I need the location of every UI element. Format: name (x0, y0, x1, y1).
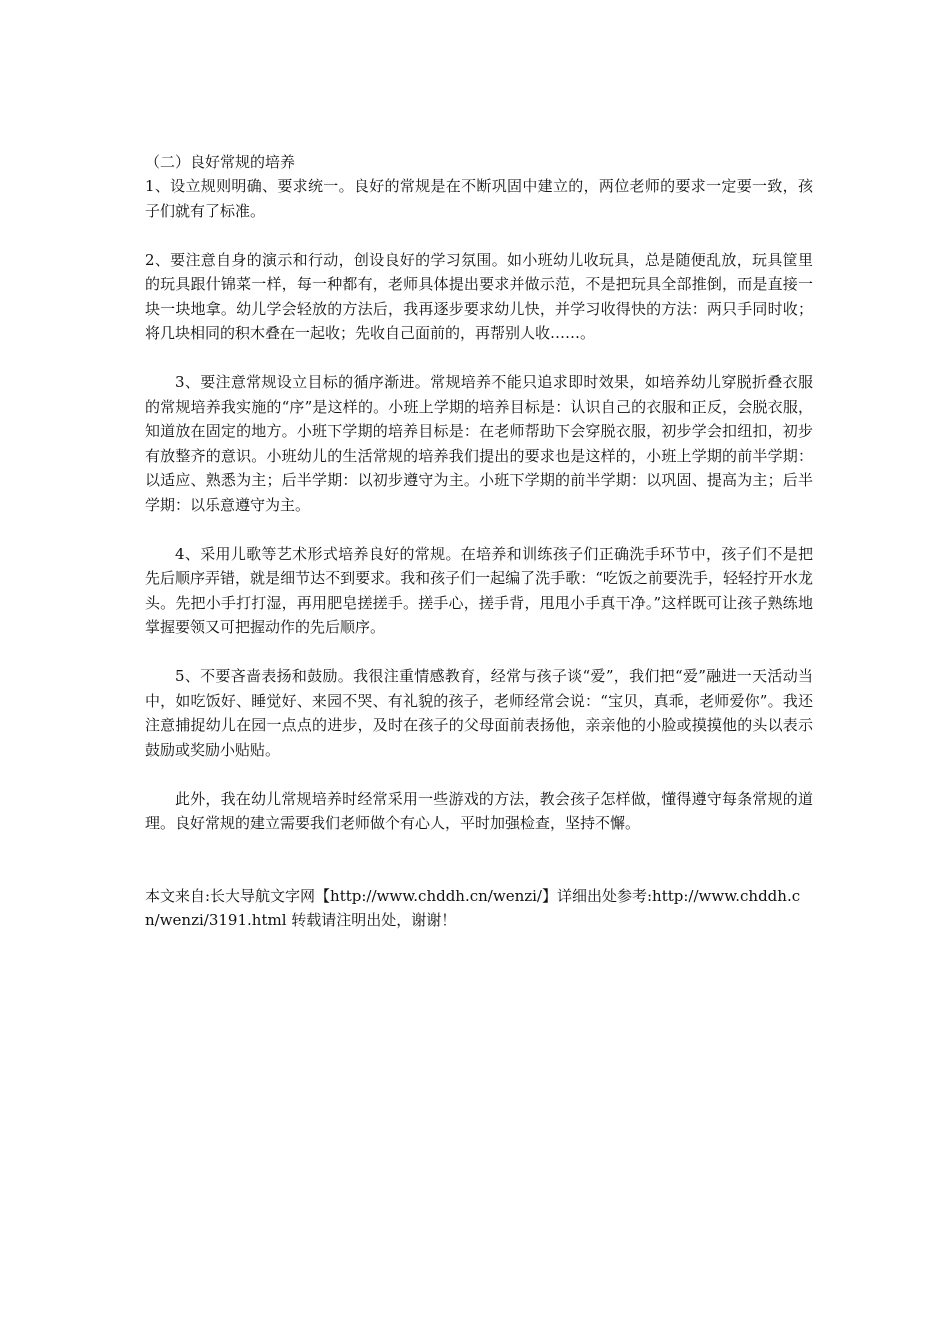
section-heading: （二）良好常规的培养 (145, 153, 296, 171)
paragraph-6: 此外，我在幼儿常规培养时经常采用一些游戏的方法，教会孩子怎样做，懂得遵守每条常规的道理。良好常规的建立需要我们老师做个有心人，平时加强检查，坚持不懈。 (145, 789, 813, 832)
paragraph-2: 2、要注意自身的演示和行动，创设良好的学习氛围。如小班幼儿收玩具，总是随便乱放，玩具筐里的玩具跟什锦菜一样，每一种都有，老师具体提出要求并做示范，不是把玩具全部推倒，而是直接一块一块地拿。幼儿学会轻放的方法后，我再逐步要求幼儿快，并学习收得快的方法：两只手同时收；将几块相同的积木叠在一起收；先收自己面前的，再帮别人收……。 (145, 250, 813, 342)
paragraph-3: 3、要注意常规设立目标的循序渐进。常规培养不能只追求即时效果，如培养幼儿穿脱折叠衣服的常规培养我实施的“序”是这样的。小班上学期的培养目标是：认识自己的衣服和正反，会脱衣服，知道放在固定的地方。小班下学期的培养目标是：在老师帮助下会穿脱衣服，初步学会扣纽扣，初步有放整齐的意识。小班幼儿的生活常规的培养我们提出的要求也是这样的，小班上学期的前半学期：以适应、熟悉为主；后半学期：以初步遵守为主。小班下学期的前半学期：以巩固、提高为主；后半学期：以乐意遵守为主。 (145, 373, 813, 514)
source-note: 本文来自:长大导航文字网【http://www.chddh.cn/wenzi/】详细出处参考:http://www.chddh.cn/wenzi/3191.html 转载请注明出处，谢谢！ (145, 886, 801, 929)
paragraph-4: 4、采用儿歌等艺术形式培养良好的常规。在培养和训练孩子们正确洗手环节中，孩子们不是把先后顺序弄错，就是细节达不到要求。我和孩子们一起编了洗手歌：“吃饭之前要洗手，轻轻拧开水龙头。先把小手打打湿，再用肥皂搓搓手。搓手心，搓手背，甩甩小手真干净。”这样既可让孩子熟练地掌握要领又可把握动作的先后顺序。 (145, 544, 813, 636)
paragraph-5: 5、不要吝啬表扬和鼓励。我很注重情感教育，经常与孩子谈“爱”，我们把“爱”融进一天活动当中，如吃饭好、睡觉好、来园不哭、有礼貌的孩子，老师经常会说：“宝贝，真乖，老师爱你”。我还注意捕捉幼儿在园一点点的进步，及时在孩子的父母面前表扬他，亲亲他的小脸或摸摸他的头以表示鼓励或奖励小贴贴。 (145, 667, 813, 759)
document-page (145, 150, 813, 933)
paragraph-1: 1、设立规则明确、要求统一。良好的常规是在不断巩固中建立的，两位老师的要求一定要一致，孩子们就有了标准。 (145, 177, 813, 220)
